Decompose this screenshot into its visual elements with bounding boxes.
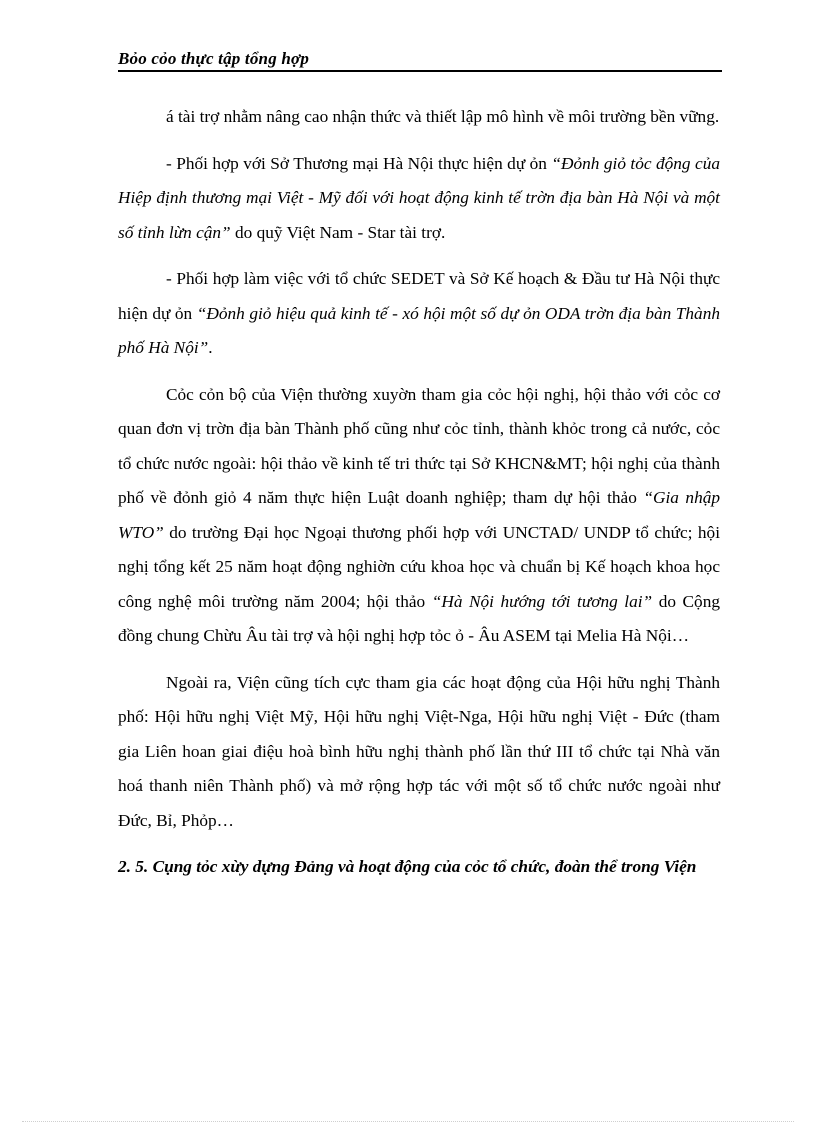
page-bottom-rule (22, 1121, 794, 1122)
section-heading: 2. 5. Cụng tỏc xừy dựng Đảng và hoạt động của cỏc tổ chức, đoàn thể trong Viện (118, 857, 697, 876)
paragraph-text: á tài trợ nhằm nâng cao nhận thức và thiết lập mô hình về môi trường bền vững. (166, 107, 720, 126)
paragraph-text: Cỏc cỏn bộ của Viện thường xuyờn tham gia cỏc hội nghị, hội thảo với cỏc cơ quan đơn vị trờn địa bàn Thành phố cũng như cỏc tỉnh, thành khỏc trong cả nước, cỏc tổ chức nước ngoài: hội thảo về kinh tế tri thức tại Sở KHCN&MT; hội nghị của thành phố về đỏnh giỏ 4 năm thực hiện Luật doanh nghiệp; tham dự hội thảo (118, 384, 720, 507)
document-body (118, 100, 720, 897)
header-title: Bỏo cỏo thực tập tổng hợp (118, 49, 310, 68)
event-title: “Hà Nội hướng tới tương lai” (431, 591, 653, 611)
page-header (118, 49, 722, 72)
paragraph-text: Ngoài ra, Viện cũng tích cực tham gia các hoạt động của Hội hữu nghị Thành phố: Hội hữu nghị Việt Mỹ, Hội hữu nghị Việt-Nga, Hội hữu nghị Việt - Đức (tham gia Liên hoan giai điệu hoà bình hữu nghị thành phố lần thứ III tổ chức tại Nhà văn hoá thanh niên Thành phố) và mở rộng hợp tác với một số tổ chức nước ngoài như Đức, Bỉ, Phỏp… (118, 672, 720, 830)
paragraph-1 (118, 100, 720, 135)
event-title: “Gia nhập WTO” (118, 488, 720, 542)
project-title: “Đỏnh giỏ tỏc động của Hiệp định thương mại Việt - Mỹ đối với hoạt động kinh tế trờn địa bàn Hà Nội và một số tỉnh lừn cận” (118, 153, 720, 242)
project-title: “Đỏnh giỏ hiệu quả kinh tế - xó hội một số dự ỏn ODA trờn địa bàn Thành phố Hà Nội” (118, 303, 720, 357)
paragraph-3 (118, 262, 720, 366)
paragraph-5 (118, 666, 720, 839)
paragraph-text: do Cộng đồng chung Chừu Âu tài trợ và hội nghị hợp tỏc ỏ - Âu ASEM tại Melia Hà Nội… (118, 591, 720, 645)
paragraph-text: - Phối hợp làm việc với tổ chức SEDET và Sở Kế hoạch & Đầu tư Hà Nội thực hiện dự ỏn (118, 269, 720, 323)
paragraph-text: - Phối hợp với Sở Thương mại Hà Nội thực hiện dự ỏn (166, 153, 552, 173)
paragraph-text: . (208, 338, 213, 357)
paragraph-4 (118, 378, 720, 654)
paragraph-2 (118, 147, 720, 251)
paragraph-text: do trường Đại học Ngoại thương phối hợp với UNCTAD/ UNDP tổ chức; hội nghị tổng kết 25 năm hoạt động nghiờn cứu khoa học và chuẩn bị Kế hoạch khoa học công nghệ môi trường năm 2004; hội thảo (118, 522, 720, 611)
paragraph-text: do quỹ Việt Nam - Star tài trợ. (230, 222, 446, 242)
